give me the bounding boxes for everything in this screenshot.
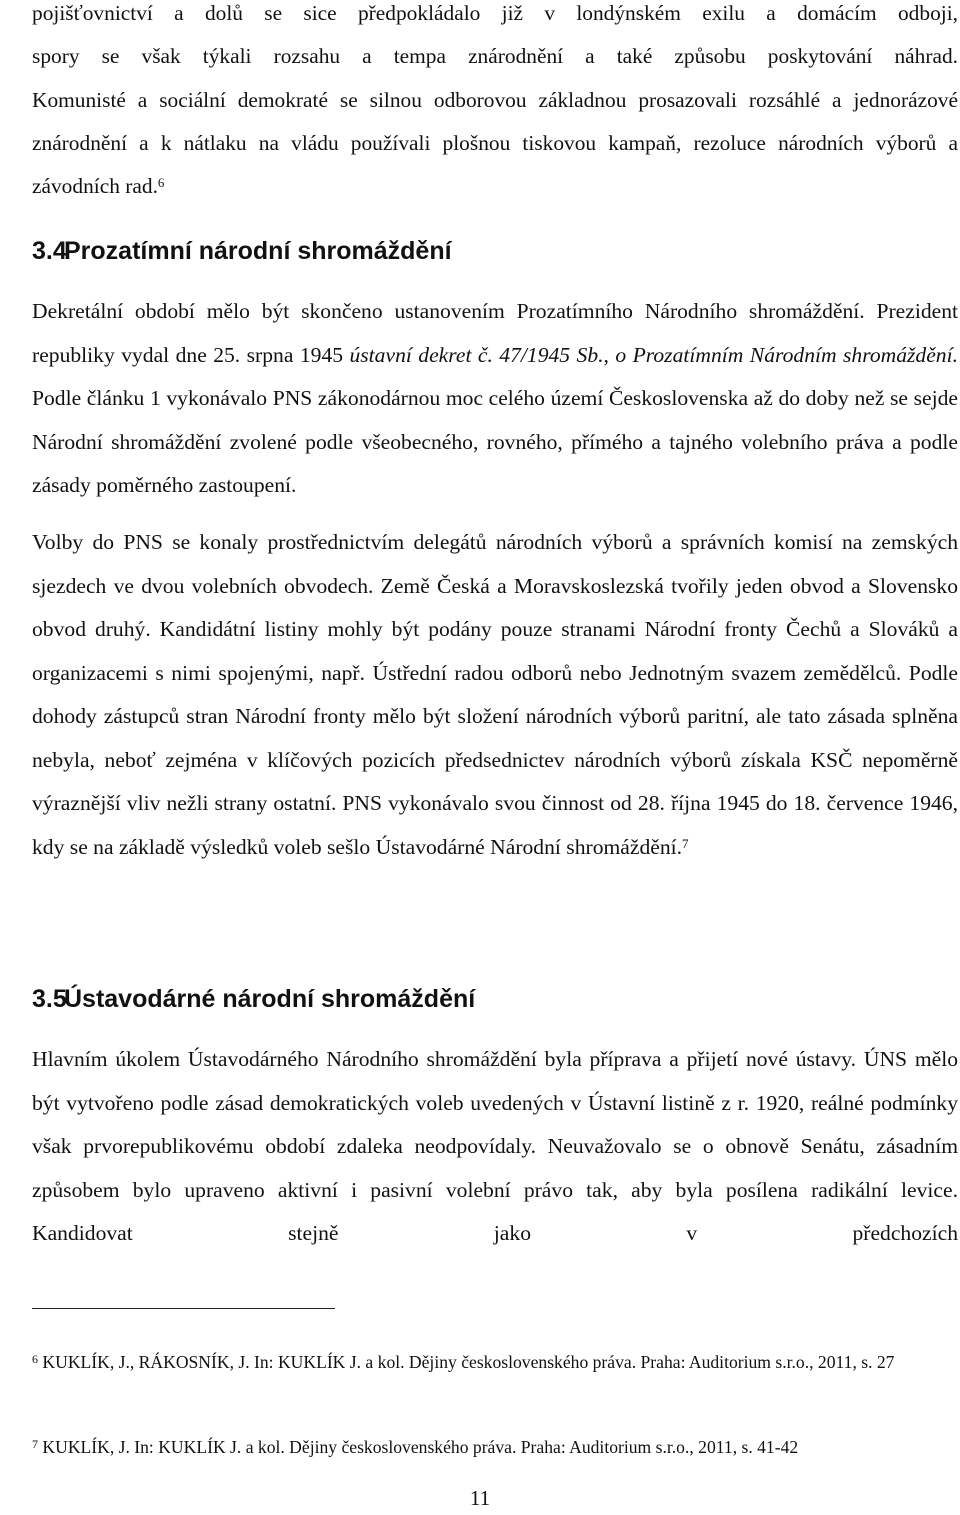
section-number: 3.5	[32, 985, 67, 1013]
page-number: 11	[469, 1486, 491, 1510]
section-3-5-paragraph-1: Hlavním úkolem Ústavodárného Národního shromáždění byla příprava a přijetí nové ústavy. ÚNS mělo být vytvořeno podle zásad demokratických voleb uvedených v Ústavní listině z r. 1920, reálné podmínky však prvorepublikovému období zdaleka neodpovídaly. Neuvažovalo se o obnově Senátu, zásadním způsobem bylo upraveno aktivní i pasivní volební právo tak, aby byla posílena radikální levice. Kandidovat stejně jako v předchozích	[32, 1047, 958, 1245]
intro-paragraph	[32, 0, 958, 208]
section-number: 3.4	[32, 237, 67, 265]
section-3-4-paragraph-1: Dekretální období mělo být skončeno ustanovením Prozatímního Národního shromáždění. Prezident republiky vydal dne 25. srpna 1945 ústavní dekret č. 47/1945 Sb., o Prozatímním Národním shromáždění. Podle článku 1 vykonávalo PNS zákonodárnou moc celého území Československa až do doby než se sejde Národní shromáždění zvolené podle všeobecného, rovného, přímého a tajného volebního práva a podle zásady poměrného zastoupení.	[32, 299, 958, 497]
section-3-4-paragraph-2: Volby do PNS se konaly prostřednictvím delegátů národních výborů a správních komisí na zemských sjezdech ve dvou volebních obvodech. Země Česká a Moravskoslezská tvořily jeden obvod a Slovensko obvod druhý. Kandidátní listiny mohly být podány pouze stranami Národní fronty Čechů a Slováků a organizacemi s nimi spojenými, např. Ústřední radou odborů nebo Jednotným svazem zemědělců. Podle dohody zástupců stran Národní fronty mělo být složení národních výborů paritní, ale tato zásada splněna nebyla, neboť zejména v klíčových pozicích předsednictev národních výborů získala KSČ nepoměrně výraznější vliv nežli strany ostatní. PNS vykonávalo svou činnost od 28. října 1945 do 18. července 1946, kdy se na základě výsledků voleb sešlo Ústavodárné Národní shromáždění.$^7$	[32, 530, 958, 859]
footnote-ref-7[interactable]: 7	[682, 835, 689, 851]
footnote-separator	[32, 1308, 335, 1309]
section-title: Ústavodárné národní shromáždění	[64, 985, 476, 1013]
section-heading-3-5	[32, 985, 475, 1014]
section-title: Prozatímní národní shromáždění	[64, 237, 452, 265]
footnote-7: $^7$ KUKLÍK, J. In: KUKLÍK J. a kol. Dějiny československého práva. Praha: Auditorium s.r.o., 2011, s. 41-42	[32, 1437, 799, 1457]
decree-reference: ústavní dekret č. 47/1945 Sb.	[349, 342, 604, 367]
footnote-6: $^6$ KUKLÍK, J., RÁKOSNÍK, J. In: KUKLÍK J. a kol. Dějiny československého práva. Praha: Auditorium s.r.o., 2011, s. 27	[32, 1352, 895, 1372]
section-heading-3-4	[32, 237, 452, 266]
footnote-ref-6[interactable]: 6	[157, 175, 165, 191]
intro-line-1: pojišťovnictví a dolů se sice předpokládalo již v londýnském exilu a domácím odboji,	[32, 1, 958, 25]
intro-rest: Komunisté a sociální demokraté se silnou odborovou základnou prosazovali rozsáhlé a jednorázové znárodnění a k nátlaku na vládu používali plošnou tiskovou kampaň, rezoluce národních výborů a závodních rad.$^6$	[32, 87, 958, 199]
intro-line-2: spory se však týkali rozsahu a tempa znárodnění a také způsobu poskytování náhrad.	[32, 44, 958, 69]
decree-title: o Prozatímním Národním shromáždění.	[615, 342, 958, 367]
